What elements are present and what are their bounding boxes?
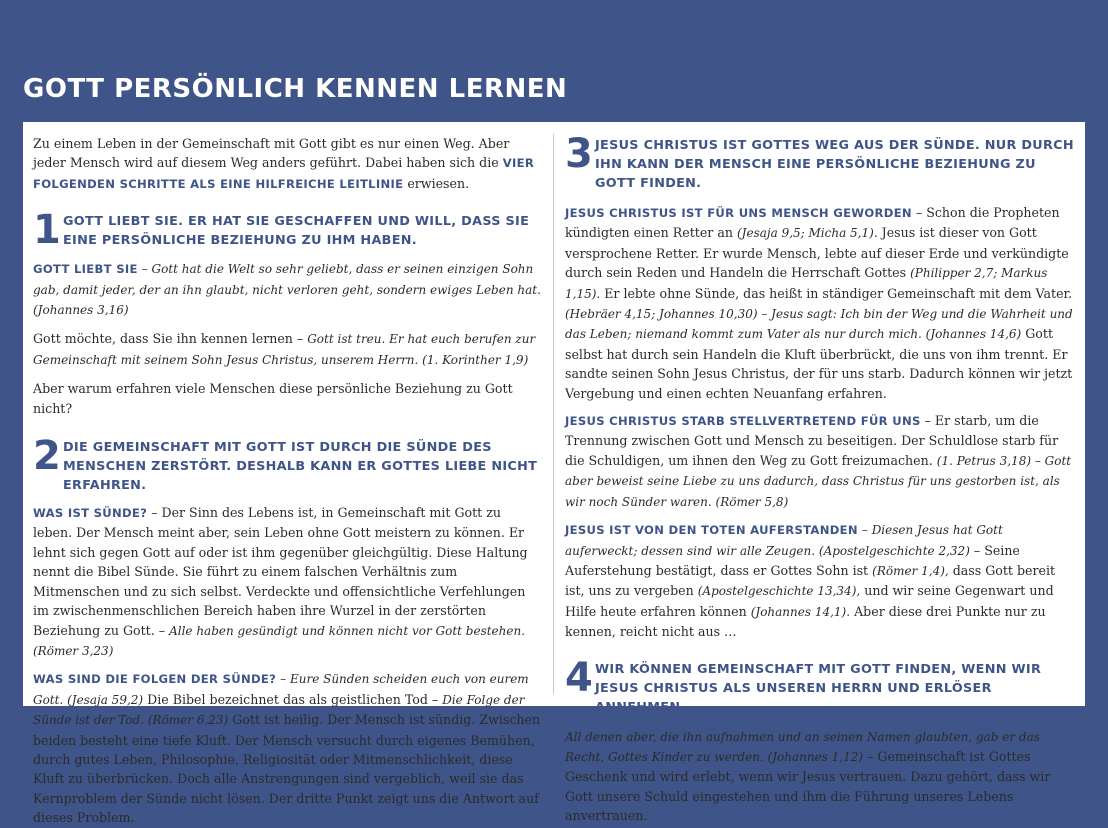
step-3-text-7: dass Gott bereit ist, uns zu vergeben <box>565 562 1056 599</box>
step-2-label-2: WAS SIND DIE FOLGEN DER SÜNDE? <box>33 672 277 687</box>
step-3-text-9: Aber diese drei Punkte nur zu kennen, reicht nicht aus … <box>565 603 1046 640</box>
step-1-quote-2: Gott ist treu. Er hat euch berufen zur Gemeinschaft mit seinem Sohn Jesus Christus, unserem Herrn. (1. Korinther 1,9) <box>33 332 536 367</box>
step-3-quote-2: (Philipper 2,7; Markus 1,15). <box>565 266 1048 301</box>
step-4-number: 4 <box>565 654 593 701</box>
step-1-quote: – Gott hat die Welt so sehr geliebt, dass er seinen einzigen Sohn gab, damit jeder, der an ihn glaubt, nicht verloren geht, sondern ewiges Leben hat. (Johannes 3,16) <box>33 262 541 318</box>
step-2-number: 2 <box>33 433 61 480</box>
step-1-text: Gott möchte, dass Sie ihn kennen lernen – <box>33 331 304 347</box>
intro-paragraph <box>33 134 543 194</box>
step-2-quote: Alle haben gesündigt und können nicht vor Gott bestehen. (Römer 3,23) <box>33 623 526 658</box>
step-3-paragraph-1 <box>565 203 1076 403</box>
step-3-title: JESUS CHRISTUS IST GOTTES WEG AUS DER SÜNDE. NUR DURCH IHN KANN DER MENSCH EINE PERSÖNLICHE BEZIEHUNG ZU GOTT FINDEN. <box>595 138 1074 191</box>
step-3-label-2: JESUS CHRISTUS STARB STELLVERTRETEND FÜR UNS <box>565 414 921 429</box>
step-3-label: JESUS CHRISTUS IST FÜR UNS MENSCH GEWORDEN <box>565 206 912 220</box>
step-1-paragraph-1 <box>33 259 543 320</box>
step-3-quote-6: (Römer 1,4), <box>872 563 949 578</box>
step-3-quote-3: (Hebräer 4,15; Johannes 10,30) – Jesus sagt: Ich bin der Weg und die Wahrheit und das Leben; niemand kommt zum Vater als nur durch mich. (Johannes 14,6) <box>565 307 1073 342</box>
step-3-heading <box>565 131 1076 193</box>
step-2-heading <box>33 433 543 495</box>
step-3-text-1: – Schon die Propheten kündigten einen Retter an <box>565 205 1060 241</box>
step-2-quote-2: Die Folge der Sünde ist der Tod. (Römer 6,23) <box>33 692 525 728</box>
step-3-quote-7: (Apostelgeschichte 13,34), <box>697 584 861 599</box>
step-3-text-6: – Seine Auferstehung bestätigt, dass er Gottes Sohn ist <box>565 542 1020 578</box>
step-3-quote-5: – Diesen Jesus hat Gott auferweckt; dessen sind wir alle Zeugen. (Apostelgeschichte 2,32) <box>565 523 1003 558</box>
step-1-label: GOTT LIEBT SIE <box>33 262 138 277</box>
left-column <box>33 134 543 828</box>
step-2-paragraph-1 <box>33 503 543 661</box>
step-3-paragraph-3 <box>565 520 1076 641</box>
step-4-title: WIR KÖNNEN GEMEINSCHAFT MIT GOTT FINDEN, WENN WIR JESUS CHRISTUS ALS UNSEREN HERRN UND ERLÖSER ANNEHMEN. <box>595 661 1042 715</box>
intro-end: erwiesen. <box>407 175 470 191</box>
step-2-paragraph-2 <box>33 669 543 827</box>
step-3-number: 3 <box>565 131 593 177</box>
step-1-heading <box>33 207 543 254</box>
step-1-paragraph-2 <box>33 329 543 370</box>
step-4-heading <box>565 654 1076 717</box>
step-2-text: – Der Sinn des Lebens ist, in Gemeinschaft mit Gott zu leben. Der Mensch meint aber, sein Leben ohne Gott meistern zu können. Er lehnt sich gegen Gott auf oder ist ihm gegenüber gleichgültig. Diese Haltung nennt die Bibel Sünde. Sie führt zu einem falschen Verhältnis zum Mitmenschen und zu sich selbst. Verdeckte und offensichtliche Verfehlungen im zwischenmenschlichen Bereich haben ihre Wurzel in der zerstörten Beziehung zu Gott. – <box>33 505 528 638</box>
step-2-text-1: Die Bibel bezeichnet das als geistlichen Tod – <box>147 691 439 707</box>
step-1-number: 1 <box>33 207 61 254</box>
step-3-quote-4: (1. Petrus 3,18) – Gott aber beweist seine Liebe zu uns dadurch, dass Christus für uns gestorben ist, als wir noch Sünder waren. (Römer 5,8) <box>565 453 1072 509</box>
step-4-paragraph <box>565 727 1076 826</box>
step-1-paragraph-3: Aber warum erfahren viele Menschen diese persönliche Beziehung zu Gott nicht? <box>33 381 513 416</box>
step-3-text-4: Gott selbst hat durch sein Handeln die Kluft überbrückt, die uns von ihm trennt. Er sandte seinen Sohn Jesus Christus, der für uns starb. Dadurch können wir jetzt Vergebung und einen echten Neuanfang erfahren. <box>565 326 1073 401</box>
step-2-quote-1: – Eure Sünden scheiden euch von eurem Gott. (Jesaja 59,2) <box>33 672 529 707</box>
step-1-title: GOTT LIEBT SIE. ER HAT SIE GESCHAFFEN UND WILL, DASS SIE EINE PERSÖNLICHE BEZIEHUNG ZU IHM HABEN. <box>63 214 530 249</box>
step-3-quote-1: (Jesaja 9,5; Micha 5,1). <box>736 226 878 241</box>
step-2-title: DIE GEMEINSCHAFT MIT GOTT IST DURCH DIE SÜNDE DES MENSCHEN ZERSTÖRT. DESHALB KANN ER GOTTES LIEBE NICHT ERFAHREN. <box>63 440 538 494</box>
step-3-text-5: – Er starb, um die Trennung zwischen Gott und Mensch zu beseitigen. Der Schuldlose starb für die Schuldigen, um ihnen den Weg zu Gott freizumachen. <box>565 413 1059 468</box>
step-3-text-2: Jesus ist dieser von Gott versprochene Retter. Er wurde Mensch, lebte auf dieser Erde und verkündigte durch sein Reden und Handeln die Herrschaft Gottes <box>565 225 1069 281</box>
step-3-paragraph-2 <box>565 411 1076 512</box>
step-2-text-2: Gott ist heilig. Der Mensch ist sündig. Zwischen beiden besteht eine tiefe Kluft. Der Mensch versucht durch eigenes Bemühen, durch gutes Leben, Philosophie, Religiosität oder Mitmenschlichkeit, diese Kluft zu überbrücken. Doch alle Anstrengungen sind vergeblich, weil sie das Kernproblem der Sünde nicht lösen. Der dritte Punkt zeigt uns die Antwort auf dieses Problem. <box>33 712 541 826</box>
content-panel <box>23 122 1085 826</box>
step-4-quote: All denen aber, die ihn aufnahmen und an seinen Namen glaubten, gab er das Recht, Gottes Kinder zu werden. (Johannes 1,12) <box>565 729 1040 764</box>
step-3-label-3: JESUS IST VON DEN TOTEN AUFERSTANDEN <box>565 523 858 538</box>
intro-emphasis: VIER FOLGENDEN SCHRITTE ALS EINE HILFREICHE LEITLINIE <box>33 156 535 191</box>
intro-text: Zu einem Leben in der Gemeinschaft mit Gott gibt es nur einen Weg. Aber jeder Mensch wird auf diesem Weg anders geführt. Dabei haben sich die <box>33 136 510 171</box>
step-3-text-8: und wir seine Gegenwart und Hilfe heute erfahren können <box>565 583 1054 619</box>
step-2-label: WAS IST SÜNDE? <box>33 506 148 521</box>
page-title: GOTT PERSÖNLICH KENNEN LERNEN <box>23 74 568 104</box>
step-3-quote-8: (Johannes 14,1). <box>750 604 851 619</box>
column-divider <box>553 134 554 694</box>
right-column <box>565 131 1076 826</box>
step-3-text-3: Er lebte ohne Sünde, das heißt in ständiger Gemeinschaft mit dem Vater. <box>604 285 1073 301</box>
step-4-text: – Gemeinschaft ist Gottes Geschenk und wird erlebt, wenn wir Jesus vertrauen. Dazu gehört, dass wir Gott unsere Schuld eingestehen und ihm die Führung unseres Lebens anvertrauen. <box>565 748 1051 824</box>
